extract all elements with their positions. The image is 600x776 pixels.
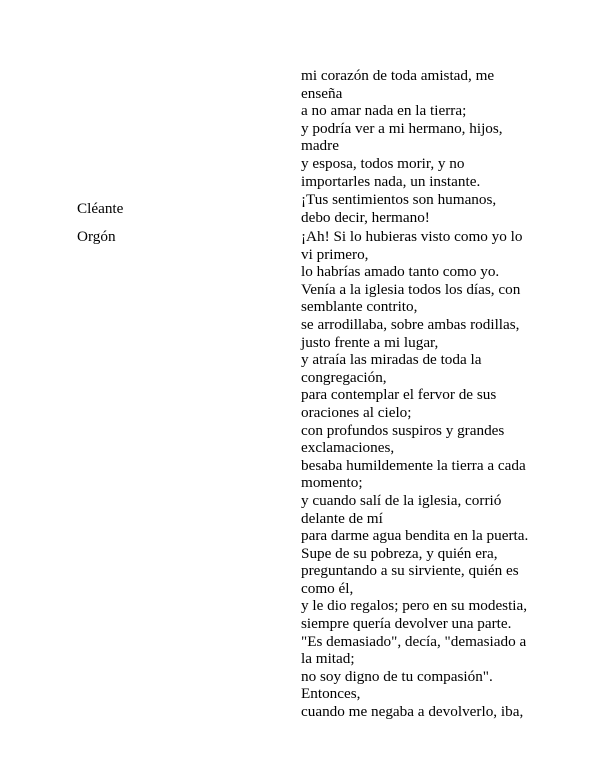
dialogue-line: ¡Ah! Si lo hubieras visto como yo lo [301, 228, 523, 245]
dialogue-line: ¡Tus sentimientos son humanos, [301, 191, 497, 208]
dialogue-line: semblante contrito, [301, 298, 418, 316]
dialogue-line: Venía a la iglesia todos los días, con [301, 280, 521, 298]
dialogue-line: congregación, [301, 368, 387, 386]
dialogue-line: y cuando salí de la iglesia, corrió [301, 491, 502, 509]
dialogue-line: no soy digno de tu compasión". [301, 667, 493, 685]
dialogue-line: Supe de su pobreza, y quién era, [301, 544, 498, 562]
dialogue-line: importarles nada, un instante. [301, 172, 481, 190]
dialogue-line: delante de mí [301, 509, 383, 527]
dialogue-line: madre [301, 137, 339, 155]
dialogue-line: siempre quería devolver una parte. [301, 615, 512, 633]
dialogue-line: lo habrías amado tanto como yo. [301, 263, 500, 281]
dialogue-line: como él, [301, 579, 354, 597]
dialogue-line: mi corazón de toda amistad, me [301, 67, 495, 84]
dialogue-line: oraciones al cielo; [301, 403, 412, 421]
dialogue-line: preguntando a su sirviente, quién es [301, 562, 519, 580]
dialogue-line: y le dio regalos; pero en su modestia, [301, 597, 528, 615]
dialogue-line: y esposa, todos morir, y no [301, 154, 465, 172]
dialogue-lines [301, 191, 541, 226]
dialogue-line: para contemplar el fervor de sus [301, 386, 497, 404]
dialogue-line: besaba humildemente la tierra a cada [301, 456, 526, 474]
dialogue-lines [301, 228, 541, 721]
dialogue-line: para darme agua bendita en la puerta. [301, 527, 529, 545]
dialogue-line: vi primero, [301, 245, 369, 263]
dialogue-line: se arrodillaba, sobre ambas rodillas, [301, 315, 520, 333]
dialogue-line: enseña [301, 84, 343, 102]
dialogue-line: la mitad; [301, 650, 355, 668]
speaker-name: Orgón [77, 228, 116, 245]
dialogue-line: a no amar nada en la tierra; [301, 102, 467, 120]
dialogue-line: debo decir, hermano! [301, 208, 430, 226]
dialogue-lines [301, 67, 541, 190]
dialogue-line: con profundos suspiros y grandes [301, 421, 505, 439]
dialogue-line: momento; [301, 474, 363, 492]
dialogue-line: y podría ver a mi hermano, hijos, [301, 119, 503, 137]
dialogue-line: y atraía las miradas de toda la [301, 351, 482, 369]
dialogue-line: Entonces, [301, 685, 361, 703]
dialogue-line: "Es demasiado", decía, "demasiado a [301, 632, 527, 650]
speaker-name: Cléante [77, 200, 124, 217]
dialogue-line: cuando me negaba a devolverlo, iba, [301, 703, 524, 721]
dialogue-line: exclamaciones, [301, 439, 395, 457]
dialogue-line: justo frente a mi lugar, [301, 333, 439, 351]
